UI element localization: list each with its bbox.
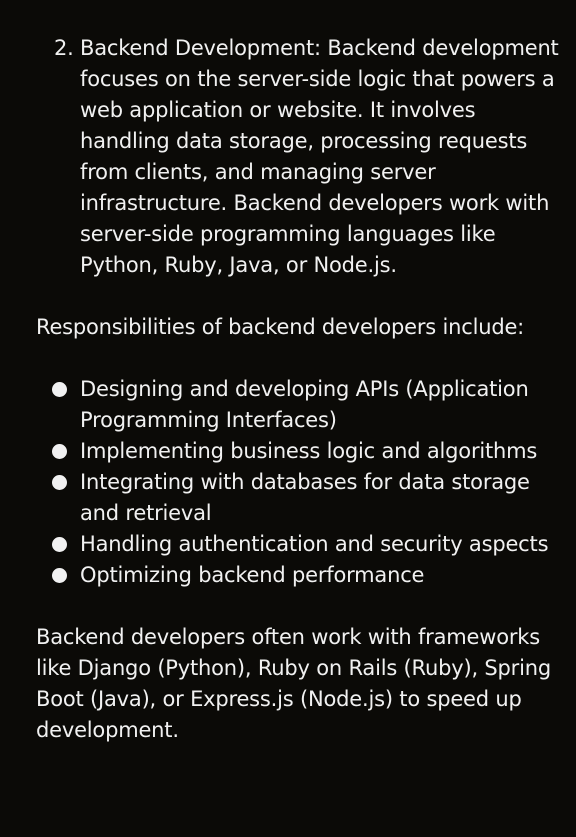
responsibilities-heading: Responsibilities of backend developers include: xyxy=(36,315,525,339)
list-item xyxy=(52,529,566,560)
responsibilities-list xyxy=(36,374,566,591)
list-item-text: Implementing business logic and algorithms xyxy=(80,439,538,463)
list-item-text: Designing and developing APIs (Application Programming Interfaces) xyxy=(80,377,529,432)
message-content xyxy=(36,33,566,746)
numbered-item-text: Backend Development: Backend development focuses on the server-side logic that powers a web application or website. It involves handling data storage, processing requests from clients, and managing server infrastructure. Backend developers work with server-side programming languages like Python, Ruby, Java, or Node.js. xyxy=(80,36,559,277)
closing-paragraph: Backend developers often work with frameworks like Django (Python), Ruby on Rails (Ruby), Spring Boot (Java), or Express.js (Node.js) to speed up development. xyxy=(36,625,551,742)
list-number: 2. xyxy=(54,36,74,60)
bullet-icon xyxy=(52,467,80,529)
bullet-icon xyxy=(52,436,80,467)
list-item xyxy=(52,374,566,436)
list-item xyxy=(52,467,566,529)
list-item-text: Integrating with databases for data storage and retrieval xyxy=(80,470,530,525)
bullet-icon xyxy=(52,560,80,591)
bullet-icon xyxy=(52,374,80,436)
list-item-text: Handling authentication and security aspects xyxy=(80,532,549,556)
list-item xyxy=(52,560,566,591)
bullet-icon xyxy=(52,529,80,560)
list-item-text: Optimizing backend performance xyxy=(80,563,425,587)
list-item xyxy=(52,436,566,467)
numbered-list-item xyxy=(54,33,566,281)
